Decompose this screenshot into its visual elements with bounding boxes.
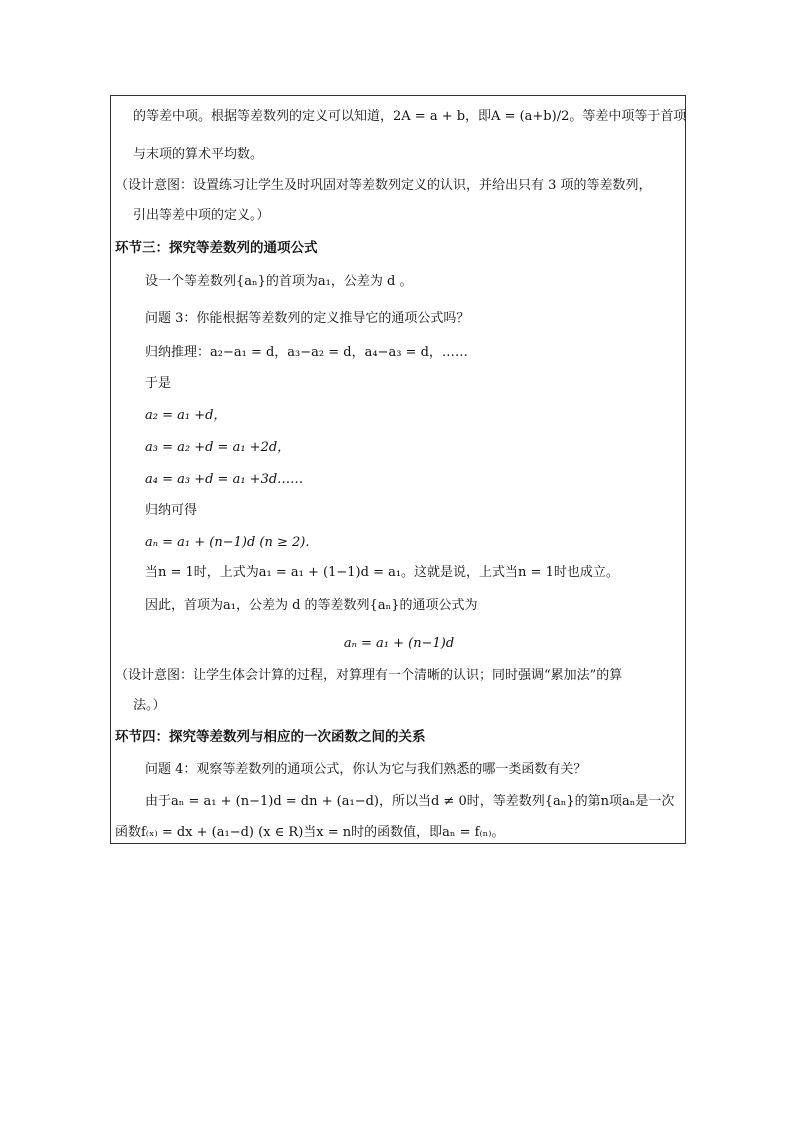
text-line: 于是 [145,376,172,391]
content-box [110,95,686,844]
text-line: 函数f₍ₓ₎ = dx + (a₁−d) (x ∈ R)当x = n时的函数值，即aₙ = f₍ₙ₎。 [115,825,505,840]
formula-line: a₄ = a₃ +d = a₁ +3d…… [145,472,304,487]
section-heading-4: 环节四：探究等差数列与相应的一次函数之间的关系 [115,729,426,745]
text-line: 的等差中项。根据等差数列的定义可以知道，2A = a + b，即A = (a+b)/2。等差中项等于首项 [133,109,687,124]
text-line: 归纳推理：a₂−a₁ = d，a₃−a₂ = d，a₄−a₃ = d，…… [145,345,468,360]
text-line: 设一个等差数列{aₙ}的首项为a₁，公差为 d 。 [145,274,413,289]
text-line: 与末项的算术平均数。 [133,147,264,162]
formula-line: a₂ = a₁ +d， [145,408,227,423]
question-line: 问题 4：观察等差数列的通项公式，你认为它与我们熟悉的哪一类函数有关？ [145,762,587,777]
text-line: 由于aₙ = a₁ + (n−1)d = dn + (a₁−d)，所以当d ≠ 0时，等差数列{aₙ}的第n项aₙ是一次 [145,794,675,809]
section-heading-3: 环节三：探究等差数列的通项公式 [115,240,318,256]
text-line: 因此，首项为a₁，公差为 d 的等差数列{aₙ}的通项公式为 [145,598,478,613]
design-intent-line: 引出等差中项的定义。） [133,208,270,223]
text-line: 当n = 1时，上式为a₁ = a₁ + (1−1)d = a₁。这就是说，上式当n = 1时也成立。 [145,565,619,580]
question-line: 问题 3：你能根据等差数列的定义推导它的通项公式吗？ [145,311,470,326]
general-term-formula: aₙ = a₁ + (n−1)d [343,636,455,651]
text-line: 归纳可得 [145,503,198,518]
formula-line: a₃ = a₂ +d = a₁ +2d， [145,440,291,455]
formula-line: aₙ = a₁ + (n−1)d (n ≥ 2). [145,535,310,550]
design-intent-line: （设计意图：让学生体会计算的过程，对算理有一个清晰的认识；同时强调“累加法”的算 [115,668,623,683]
design-intent-line: 法。） [133,698,166,713]
design-intent-line: （设计意图：设置练习让学生及时巩固对等差数列定义的认识，并给出只有 3 项的等差数列， [115,178,652,193]
